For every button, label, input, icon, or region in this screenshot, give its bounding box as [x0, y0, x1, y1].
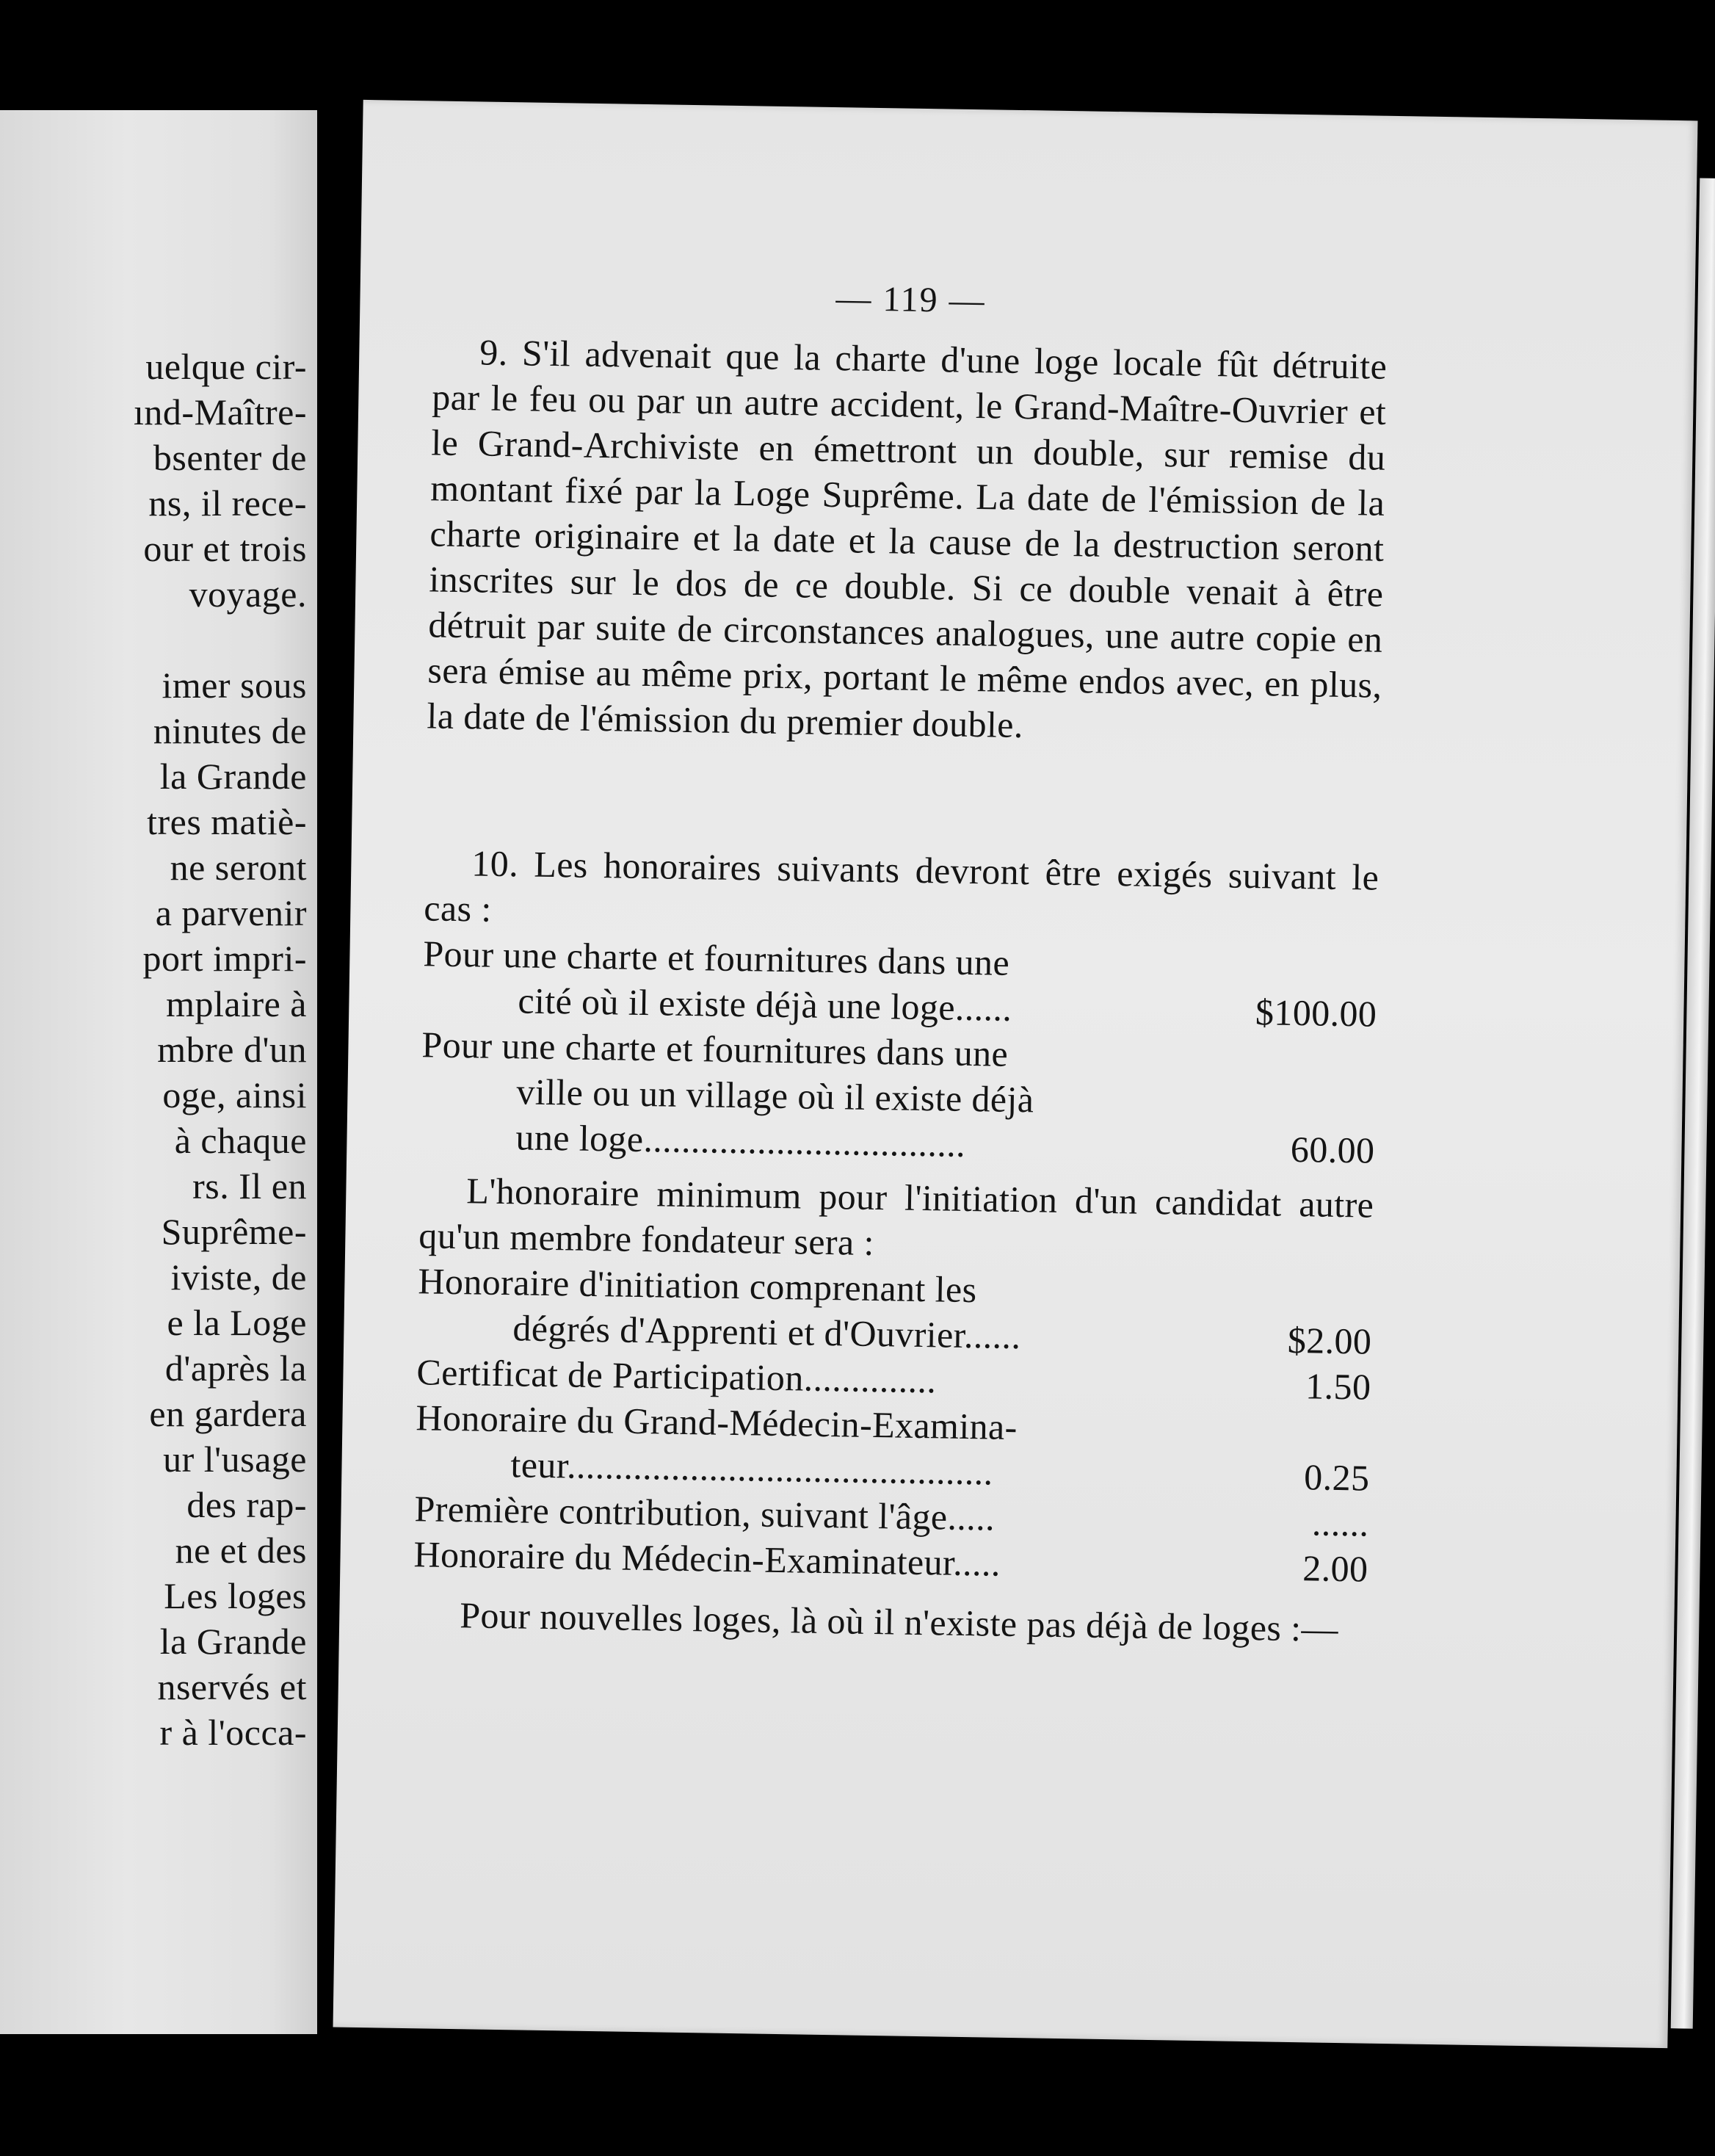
left-page-line: la Grande [159, 756, 307, 797]
left-page-line: imer sous [162, 665, 307, 706]
left-page-line: ninutes de [153, 710, 307, 751]
fee-row-initiation [417, 1258, 1373, 1364]
left-page-line: port impri- [142, 938, 307, 979]
fee-amount: 0.25 [1303, 1456, 1370, 1499]
left-facing-page [0, 110, 317, 2034]
left-page-line: ur l'usage [163, 1439, 307, 1480]
left-page-line: r à l'occa- [159, 1712, 307, 1753]
fee-amount: 60.00 [1290, 1128, 1375, 1171]
left-page-line: bsenter de [153, 437, 307, 478]
left-page-line: en gardera [149, 1393, 307, 1434]
left-page-line: our et trois [143, 528, 307, 569]
page-number: — 119 — [835, 279, 987, 321]
left-page-line: ne seront [170, 847, 307, 888]
fee-desc-line: Pour une charte et fournitures dans une [421, 1024, 1009, 1074]
left-page-line: ınd-Maître- [134, 391, 307, 433]
left-page-line: Suprême- [161, 1211, 307, 1252]
fee-desc-line: Première contribution, suivant l'âge..... [414, 1488, 996, 1538]
fee-amount: $2.00 [1287, 1319, 1372, 1362]
left-page-line: tres matiè- [147, 801, 307, 842]
left-page-line: des rap- [186, 1484, 307, 1525]
fee-desc-line: Honoraire du Grand-Médecin-Examina- [416, 1397, 1018, 1448]
fee-desc-line: Certificat de Participation.............. [416, 1351, 937, 1401]
paragraph-9: 9. S'il advenait que la charte d'une loge locale fût détruite par le feu ou par un autre accident, le Grand-Maître-Ouvrier et le Grand-Archiviste en émettront un double, sur remise du montant fixé par la Loge Suprême. La date de l'émission de la charte originaire et la date et la cause de la destruction seront inscrites sur le dos de ce double. Si ce double venait à être détruit par suite de circonstances analogues, une autre copie en sera émise au même prix, portant le même endos avec, en plus, la date de l'émission du premier double. [427, 331, 1388, 746]
fee-desc-line: ville ou un village où il existe déjà [516, 1071, 1034, 1121]
fee-row-city-charter [422, 930, 1378, 1036]
right-page [333, 100, 1697, 2048]
left-page-line: mbre d'un [157, 1029, 307, 1070]
fee-row-village-charter [420, 1021, 1377, 1173]
fee-amount: $100.00 [1255, 991, 1377, 1035]
left-page-line: oge, ainsi [162, 1074, 307, 1115]
fee-desc-line: une loge.................................. [515, 1116, 966, 1165]
left-page-line: iviste, de [170, 1256, 307, 1298]
left-page-line: à chaque [174, 1120, 307, 1161]
fee-desc-line: Honoraire d'initiation comprenant les [418, 1260, 977, 1311]
left-page-line: nservés et [157, 1666, 307, 1707]
left-page-line: e la Loge [167, 1302, 307, 1343]
left-page-line: mplaire à [166, 983, 307, 1024]
paragraph-10: 10. Les honoraires suivants devront être exigés suivant le cas : [424, 842, 1379, 930]
fee-desc-line: teur............................................. [510, 1444, 993, 1493]
left-page-line: rs. Il en [192, 1165, 307, 1207]
fee-amount: 2.00 [1302, 1547, 1368, 1590]
left-page-line: Les loges [164, 1575, 307, 1616]
fee-desc-line: cité où il existe déjà une loge...... [518, 980, 1012, 1029]
page-content [413, 270, 1388, 1649]
minimum-fee-paragraph: L'honoraire minimum pour l'initiation d'un candidat autre qu'un membre fondateur sera : [418, 1170, 1374, 1264]
fee-row-grand-medical-examiner [415, 1394, 1371, 1500]
left-page-line: voyage. [189, 574, 307, 615]
left-page-line: uelque cir- [145, 346, 307, 387]
fee-desc-line: dégrés d'Apprenti et d'Ouvrier...... [512, 1307, 1021, 1357]
closing-paragraph: Pour nouvelles loges, là où il n'existe pas déjà de loges :— [459, 1594, 1339, 1649]
left-page-line: ns, il rece- [148, 482, 307, 524]
fee-desc-line: Honoraire du Médecin-Examinateur..... [413, 1533, 1001, 1584]
fee-desc-line: Pour une charte et fournitures dans une [423, 933, 1010, 983]
left-page-line: ne et des [175, 1530, 307, 1571]
fee-amount: 1.50 [1305, 1365, 1371, 1408]
left-page-line: la Grande [159, 1621, 307, 1662]
left-page-line: d'après la [164, 1348, 307, 1389]
fee-amount: ...... [1311, 1502, 1369, 1544]
left-page-line: a parvenir [155, 892, 307, 933]
